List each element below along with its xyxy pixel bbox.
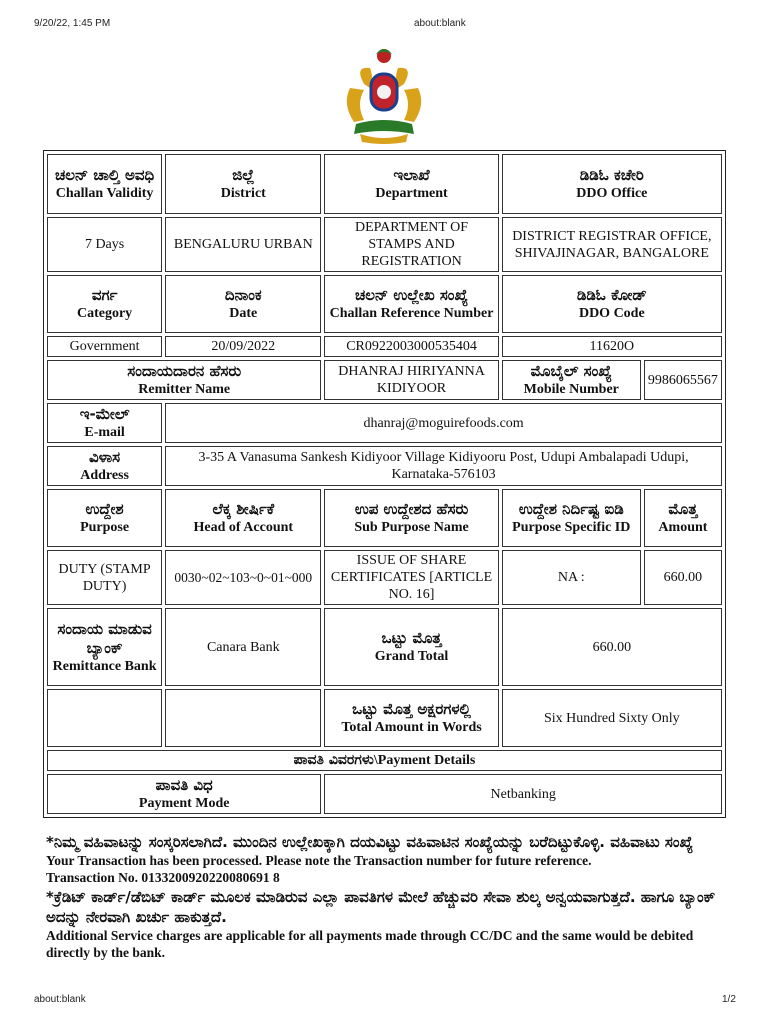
page-number: 1/2 <box>722 994 736 1005</box>
empty-cell <box>165 689 321 747</box>
challan-ref-value: CR0922003000535404 <box>324 336 498 357</box>
district-header: ಜಿಲ್ಲೆ District <box>165 154 321 214</box>
amount-value: 660.00 <box>644 550 722 605</box>
karnataka-emblem-icon <box>334 44 434 146</box>
charges-note-kn: *ಕ್ರೆಡಿಟ್ ಕಾರ್ಡ್/ಡೆಬಿಟ್ ಕಾರ್ಡ್ ಮೂಲಕ ಮಾಡಿರುವ ಎಲ್ಲಾ ಪಾವತಿಗಳ ಮೇಲೆ ಹೆಚ್ಚುವರಿ ಸೇವಾ ಶುಲ್ಕ ಅನ್ವಯವಾಗುತ್ತದೆ. ಹಾಗೂ ಬ್ಯಾಂಕ್ ಅದನ್ನು ನೇರವಾಗಿ ಖರ್ಚು ಹಾಕುತ್ತದೆ. <box>46 888 716 926</box>
processed-note-en: Your Transaction has been processed. Please note the Transaction number for future reference. <box>46 853 592 868</box>
remitter-name-value: DHANRAJ HIRIYANNA KIDIYOOR <box>324 360 498 400</box>
address-value: 3-35 A Vanasuma Sankesh Kidiyoor Village Kidiyooru Post, Udupi Ambalapadi Udupi, Karnataka-576103 <box>165 446 722 486</box>
purpose-id-value: NA : <box>502 550 641 605</box>
head-of-account-header: ಲೆಕ್ಕ ಶೀರ್ಷಿಕೆ Head of Account <box>165 489 321 547</box>
department-header: ಇಲಾಖೆ Department <box>324 154 498 214</box>
remittance-bank-header: ಸಂದಾಯ ಮಾಡುವ ಬ್ಯಾಂಕ್ Remittance Bank <box>47 608 162 686</box>
challan-ref-header: ಚಲನ್ ಉಲ್ಲೇಖ ಸಂಖ್ಯೆ Challan Reference Number <box>324 275 498 333</box>
print-datetime: 9/20/22, 1:45 PM <box>34 18 111 29</box>
email-value: dhanraj@moguirefoods.com <box>165 403 722 443</box>
amount-header: ಮೊತ್ತ Amount <box>644 489 722 547</box>
sub-purpose-value: ISSUE OF SHARE CERTIFICATES [ARTICLE NO. 16] <box>324 550 498 605</box>
validity-value: 7 Days <box>47 217 162 272</box>
purpose-value: DUTY (STAMP DUTY) <box>47 550 162 605</box>
ddo-office-value: DISTRICT REGISTRAR OFFICE, SHIVAJINAGAR, BANGALORE <box>502 217 722 272</box>
challan-table <box>43 150 726 818</box>
charges-note-en: Additional Service charges are applicable for all payments made through CC/DC and the same would be debited directly by the bank. <box>46 928 694 960</box>
address-header: ವಿಳಾಸ Address <box>47 446 162 486</box>
payment-mode-value: Netbanking <box>324 774 722 814</box>
amount-in-words-value: Six Hundred Sixty Only <box>502 689 722 747</box>
processed-note-kn: *ನಿಮ್ಮ ವಹಿವಾಟನ್ನು ಸಂಸ್ಕರಿಸಲಾಗಿದೆ. ಮುಂದಿನ ಉಲ್ಲೇಖಕ್ಕಾಗಿ ದಯವಿಟ್ಟು ವಹಿವಾಟಿನ ಸಂಖ್ಯೆಯನ್ನು ಬರೆದಿಟ್ಟುಕೊಳ್ಳಿ. ವಹಿವಾಟು ಸಂಖ್ಯೆ <box>46 833 694 851</box>
district-value: BENGALURU URBAN <box>165 217 321 272</box>
category-value: Government <box>47 336 162 357</box>
head-of-account-value: 0030~02~103~0~01~000 <box>165 550 321 605</box>
challan-validity-header: ಚಲನ್ ಚಾಲ್ತಿ ಅವಧಿ Challan Validity <box>47 154 162 214</box>
remittance-bank-value: Canara Bank <box>165 608 321 686</box>
date-header: ದಿನಾಂಕ Date <box>165 275 321 333</box>
remitter-name-header: ಸಂದಾಯದಾರನ ಹೆಸರು Remitter Name <box>47 360 321 400</box>
payment-details-header: ಪಾವತಿ ವಿವರಗಳು\Payment Details <box>47 750 722 771</box>
department-value: DEPARTMENT OF STAMPS AND REGISTRATION <box>324 217 498 272</box>
date-value: 20/09/2022 <box>165 336 321 357</box>
sub-purpose-header: ಉಪ ಉದ್ದೇಶದ ಹೆಸರು Sub Purpose Name <box>324 489 498 547</box>
print-url: about:blank <box>414 18 466 29</box>
ddo-code-header: ಡಿಡಿಓ ಕೋಡ್ DDO Code <box>502 275 722 333</box>
notes-section <box>46 832 736 961</box>
purpose-header: ಉದ್ದೇಶ Purpose <box>47 489 162 547</box>
payment-mode-header: ಪಾವತಿ ವಿಧ Payment Mode <box>47 774 321 814</box>
category-header: ವರ್ಗ Category <box>47 275 162 333</box>
grand-total-value: 660.00 <box>502 608 722 686</box>
footer-url: about:blank <box>34 994 86 1005</box>
ddo-office-header: ಡಿಡಿಓ ಕಚೇರಿ DDO Office <box>502 154 722 214</box>
purpose-id-header: ಉದ್ದೇಶ ನಿರ್ದಿಷ್ಟ ಐಡಿ Purpose Specific ID <box>502 489 641 547</box>
ddo-code-value: 11620O <box>502 336 722 357</box>
mobile-number-value: 9986065567 <box>644 360 722 400</box>
mobile-number-header: ಮೊಬೈಲ್ ಸಂಖ್ಯೆ Mobile Number <box>502 360 641 400</box>
transaction-number: Transaction No. 0133200920220080691 8 <box>46 870 280 885</box>
amount-in-words-header: ಒಟ್ಟು ಮೊತ್ತ ಅಕ್ಷರಗಳಲ್ಲಿ Total Amount in Words <box>324 689 498 747</box>
grand-total-header: ಒಟ್ಟು ಮೊತ್ತ Grand Total <box>324 608 498 686</box>
empty-cell <box>47 689 162 747</box>
email-header: ಇ-ಮೇಲ್ E-mail <box>47 403 162 443</box>
